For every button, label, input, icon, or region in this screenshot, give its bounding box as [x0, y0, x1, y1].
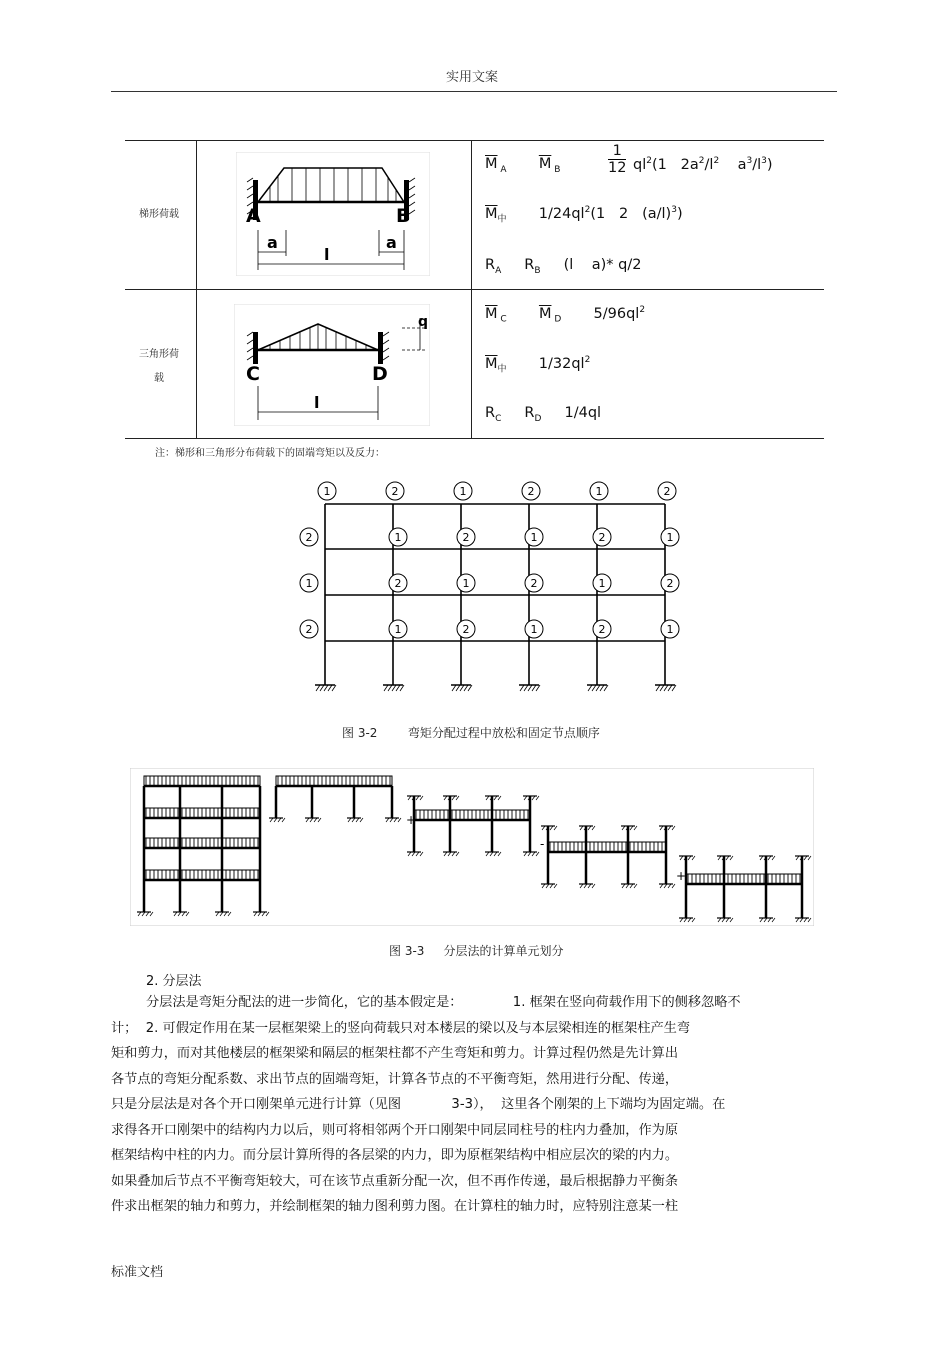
node-number-label: 1 — [305, 577, 313, 590]
support-hatch — [384, 685, 388, 691]
support-hatch — [332, 685, 336, 691]
support-hatch — [536, 685, 540, 691]
support-hatch — [656, 685, 660, 691]
support-label-b: B — [396, 205, 411, 227]
support-label-d: D — [372, 363, 388, 385]
paragraph-line: 如果叠加后节点不平衡弯矩较大，可在该节点重新分配一次，但不再作传递，最后根据静力平衡条 — [111, 1173, 679, 1189]
row-label-triangle: 三角形荷 载 — [139, 349, 179, 384]
triangle-load-diagram — [234, 304, 430, 426]
node-number-label: 1 — [530, 531, 538, 544]
section-heading: 2. 分层法 — [146, 974, 202, 989]
table-col-divider-2 — [471, 140, 472, 438]
table-top-border — [125, 140, 824, 141]
table-col-divider-1 — [196, 140, 197, 438]
support-hatch — [396, 685, 400, 691]
load-label-q: q — [418, 314, 429, 330]
support-hatch — [328, 685, 332, 691]
node-number-label: 2 — [305, 623, 313, 636]
support-hatch — [324, 685, 328, 691]
node-number-label: 1 — [394, 531, 402, 544]
page-header: 实用文案 — [446, 70, 499, 85]
node-number-label: 2 — [598, 623, 606, 636]
support-hatch — [672, 685, 676, 691]
dim-label-a-right: a — [386, 233, 397, 252]
node-number-label: 1 — [666, 531, 674, 544]
support-hatch — [664, 685, 668, 691]
node-number-label: 1 — [459, 485, 467, 498]
support-hatch — [316, 685, 320, 691]
paragraph-line: 矩和剪力，而对其他楼层的框架梁和隔层的框架柱都不产生弯矩和剪力。计算过程仍然是先计算出 — [111, 1046, 679, 1061]
node-number-label: 2 — [305, 531, 313, 544]
paragraph-line: 件求出框架的轴力和剪力，并绘制框架的轴力图利剪力图。在计算柱的轴力时，应特别注意某一柱 — [111, 1199, 679, 1214]
formula-trapezoid-reaction: $R_A$ $R_B$ (l a)* q/2 — [485, 257, 642, 276]
support-hatch — [532, 685, 536, 691]
node-number-label: 2 — [530, 577, 538, 590]
support-hatch — [660, 685, 664, 691]
node-number-label: 2 — [666, 577, 674, 590]
support-hatch — [604, 685, 608, 691]
paragraph-line: 框架结构中柱的内力。而分层计算所得的各层梁的内力，即为原框架结构中相应层次的梁的内力。 — [111, 1148, 679, 1163]
node-number-label: 2 — [527, 485, 535, 498]
support-hatch — [588, 685, 592, 691]
support-hatch — [320, 685, 324, 691]
support-hatch — [388, 685, 392, 691]
node-number-label: 2 — [462, 531, 470, 544]
support-hatch — [400, 685, 404, 691]
row-label-trapezoid: 梯形荷载 — [139, 209, 179, 220]
node-number-label: 1 — [394, 623, 402, 636]
paragraph-line: 只是分层法是对各个开口刚架单元进行计算（见图 3-3）， 这里各个刚架的上下端均为固定端。在 — [111, 1097, 726, 1112]
support-hatch — [528, 685, 532, 691]
node-number-label: 1 — [530, 623, 538, 636]
section-paragraph — [111, 990, 811, 1220]
paragraph-line: 分层法是弯矩分配法的进一步简化，它的基本假定是： 1. 框架在竖向荷载作用下的侧移忽略不 — [146, 995, 741, 1010]
support-hatch — [452, 685, 456, 691]
node-number-label: 1 — [462, 577, 470, 590]
superposition-sign: - — [540, 837, 545, 851]
node-number-label: 1 — [595, 485, 603, 498]
dim-label-l: l — [324, 245, 330, 264]
support-hatch — [668, 685, 672, 691]
figure-3-2-caption: 图 3-2 弯矩分配过程中放松和固定节点顺序 — [342, 726, 600, 740]
support-hatch — [596, 685, 600, 691]
table-mid-border — [125, 289, 824, 290]
superposition-sign: + — [406, 813, 417, 827]
header-rule — [111, 91, 837, 92]
formula-trapezoid-end-moment-rhs: $ql^2(1$ $2a^2/l^2$ $a^3/l^3$) — [633, 156, 773, 173]
node-number-label: 2 — [663, 485, 671, 498]
node-number-label: 2 — [394, 577, 402, 590]
paragraph-line: 求得各开口刚架中的结构内力以后，则可将相邻两个开口刚架中同层同柱号的柱内力叠加，作为原 — [111, 1122, 679, 1138]
node-number-label: 2 — [391, 485, 399, 498]
trapezoid-load-diagram — [236, 152, 430, 276]
support-hatch — [464, 685, 468, 691]
page-footer: 标准文档 — [111, 1265, 164, 1280]
formula-triangle-reaction: $R_C$ $R_D$ 1/4ql — [485, 405, 602, 424]
support-hatch — [600, 685, 604, 691]
figure-3-3-layer-method-diagram — [130, 768, 814, 926]
support-label-c: C — [246, 363, 260, 385]
node-number-label: 2 — [462, 623, 470, 636]
dim-label-l-triangle: l — [314, 393, 320, 412]
formula-fraction-1-12: 1 12 — [608, 143, 627, 176]
node-number-label: 1 — [323, 485, 331, 498]
formula-trapezoid-mid-moment: $\overline{M}_中$ $1/24ql^2(1$ 2 $(a/l)^3$) — [485, 205, 683, 225]
node-number-label: 1 — [598, 577, 606, 590]
superposition-sign: + — [676, 869, 687, 883]
support-hatch — [520, 685, 524, 691]
formula-triangle-end-moment: $\overline{M}$ $_C$ $\overline{M}$ $_D$ $5/96ql^2$ — [485, 305, 646, 325]
node-number-label: 1 — [666, 623, 674, 636]
table-note: 注：梯形和三角形分布荷载下的固端弯矩以及反力： — [155, 448, 385, 459]
table-bottom-border — [125, 438, 824, 439]
support-hatch — [524, 685, 528, 691]
formula-triangle-mid-moment: $\overline{M}_中$ $1/32ql^2$ — [485, 355, 591, 375]
formula-trapezoid-end-moment: $\overline{M}$ $_A$ $\overline{M}$ $_B$ — [485, 156, 561, 175]
support-hatch — [392, 685, 396, 691]
paragraph-line: 各节点的弯矩分配系数、求出节点的固端弯矩，计算各节点的不平衡弯矩，然用进行分配、传递， — [111, 1071, 679, 1087]
support-hatch — [460, 685, 464, 691]
support-hatch — [468, 685, 472, 691]
paragraph-line: 计； 2. 可假定作用在某一层框架梁上的竖向荷载只对本楼层的梁以及与本层梁相连的框架柱产生弯 — [111, 1020, 691, 1036]
figure-3-2-frame-diagram — [296, 475, 686, 705]
dim-label-a-left: a — [267, 233, 278, 252]
support-hatch — [456, 685, 460, 691]
support-hatch — [592, 685, 596, 691]
node-number-label: 2 — [598, 531, 606, 544]
support-label-a: A — [246, 205, 261, 227]
figure-3-3-caption: 图 3-3 分层法的计算单元划分 — [389, 944, 564, 958]
